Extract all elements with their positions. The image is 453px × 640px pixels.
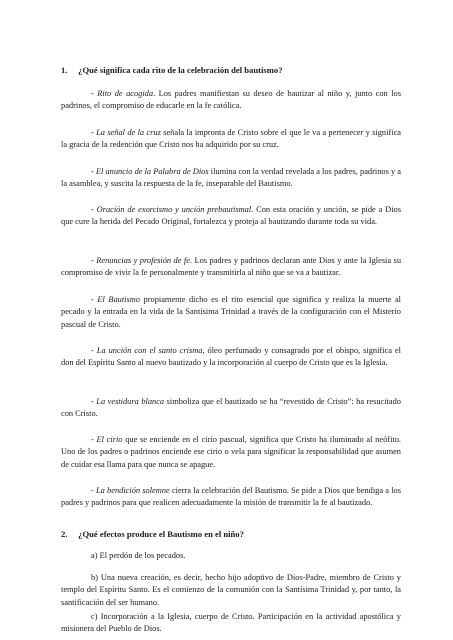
- rite-paragraph: - El cirio que se enciende en el cirio pascual, significa que Cristo ha iluminado al neófito. Uno de los padres o padrinos enciende ese cirio o vela para significar la responsabilidad que asumen de cuidar esa llama para que nunca se apague.: [61, 435, 401, 469]
- question-1-heading: [61, 64, 401, 76]
- question-title: ¿Qué significa cada rito de la celebración del bautismo?: [78, 65, 283, 75]
- rite-description: ilumina con la verdad revelada a los padres, padrinos y a la asamblea, y suscita la respuesta de la fe, inseparable del Bautismo.: [61, 167, 401, 189]
- rite-paragraph: - La bendición solemne cierra la celebración del Bautismo. Se pide a Dios que bendiga a los padres y padrinos para que realicen adecuadamente la misión de transmitir la fe al bautizado.: [61, 486, 401, 508]
- rite-term: El anuncio de la Palabra de Dios: [95, 167, 209, 176]
- rite-description: Los padres y padrinos declaran ante Dios y ante la Iglesia su compromiso de vivir la fe personalmente y transmitirla al niño que se va a bautizar.: [61, 256, 402, 278]
- rite-description: que se enciende en el cirio pascual, significa que Cristo ha iluminado al neófito. Uno de los padres o padrinos enciende ese cirio o vela para significar la responsabilidad que asumen de cuidar esa llama para que nunca se apague.: [61, 435, 401, 469]
- rite-term: La señal de la cruz: [96, 128, 161, 137]
- rite-description: simboliza que el bautizado se ha “revestido de Cristo”: ha resucitado con Cristo.: [61, 397, 401, 419]
- rite-term: Renuncias y profesión de fe.: [96, 256, 193, 265]
- rite-description: señala la impronta de Cristo sobre el que le va a pertenecer y significa la gracia de la redención que Cristo nos ha adquirido por su cruz.: [61, 128, 402, 150]
- rite-term: La unción con el santo crisma: [96, 346, 203, 355]
- rite-paragraph: - La vestidura blanca simboliza que el bautizado se ha “revestido de Cristo”: ha resucitado con Cristo.: [61, 397, 401, 419]
- effect-paragraph: a) El perdón de los pecados.: [91, 551, 186, 560]
- question-2-heading: [61, 528, 401, 540]
- rite-term: Rito de acogida: [97, 89, 154, 98]
- rite-paragraph: - La unción con el santo crisma, óleo perfumado y consagrado por el obispo, significa el don del Espíritu Santo al nuevo bautizado y la incorporación al cuerpo de Cristo que es la Iglesia.: [61, 346, 401, 368]
- rite-paragraph: - El Bautismo propiamente dicho es el rito esencial que significa y realiza la muerte al pecado y la entrada en la vida de la Santísima Trinidad a través de la configuración con el Misterio pascual de Cristo.: [61, 295, 401, 329]
- question-number: 2 .: [61, 528, 76, 540]
- rite-term: Oración de exorcismo y unción prebautismal.: [96, 205, 254, 214]
- effect-paragraph: b) Una nueva creación, es decir, hecho hijo adoptivo de Dios-Padre, miembro de Cristo y templo del Espíritu Santo. Es el comienzo de la comunión con la Santísima Trinidad y, por tanto, la santificación del ser humano.: [61, 573, 401, 607]
- rite-description: , óleo perfumado y consagrado por el obispo, significa el don del Espíritu Santo al nuevo bautizado y la incorporación al cuerpo de Cristo que es la Iglesia.: [61, 346, 401, 368]
- rite-term: El Bautismo: [97, 295, 140, 304]
- rite-paragraph: - Oración de exorcismo y unción prebautismal. Con esta oración y unción, se pide a Dios que cure la herida del Pecado Original, fortalezca y proteja al bautizando durante toda su vida.: [61, 205, 401, 227]
- rite-description: Con esta oración y unción, se pide a Dios que cure la herida del Pecado Original, fortalezca y proteja al bautizando durante toda su vida.: [61, 205, 401, 227]
- rite-term: El cirio: [96, 435, 123, 444]
- rite-paragraph: - El anuncio de la Palabra de Dios ilumina con la verdad revelada a los padres, padrinos y a la asamblea, y suscita la respuesta de la fe, inseparable del Bautismo.: [61, 167, 401, 189]
- rite-paragraph: - Renuncias y profesión de fe. Los padres y padrinos declaran ante Dios y ante la Iglesia su compromiso de vivir la fe personalmente y transmitirla al niño que se va a bautizar.: [61, 256, 402, 278]
- effect-paragraph: c) Incorporación a la Iglesia, cuerpo de Cristo. Participación en la actividad apostólica y misionera del Pueblo de Dios.: [61, 612, 401, 634]
- rite-paragraph: - Rito de acogida. Los padres manifiestan su deseo de bautizar al niño y, junto con los padrinos, el compromiso de educarle en la fe católica.: [61, 89, 401, 111]
- rite-description: cierra la celebración del Bautismo. Se pide a Dios que bendiga a los padres y padrinos para que realicen adecuadamente la misión de transmitir la fe al bautizado.: [61, 486, 401, 508]
- rite-term: La vestidura blanca: [96, 397, 165, 406]
- question-number: 1 .: [61, 64, 76, 76]
- rite-description: . Los padres manifiestan su deseo de bautizar al niño y, junto con los padrinos, el compromiso de educarle en la fe católica.: [61, 89, 401, 111]
- question-title: ¿Qué efectos produce el Bautismo en el niño?: [78, 529, 244, 539]
- rite-description: propiamente dicho es el rito esencial que significa y realiza la muerte al pecado y la entrada en la vida de la Santísima Trinidad a través de la configuración con el Misterio pascual de Cristo.: [61, 295, 401, 329]
- rite-paragraph: - La señal de la cruz señala la impronta de Cristo sobre el que le va a pertenecer y significa la gracia de la redención que Cristo nos ha adquirido por su cruz.: [61, 128, 402, 150]
- rite-term: La bendición solemne: [96, 486, 170, 495]
